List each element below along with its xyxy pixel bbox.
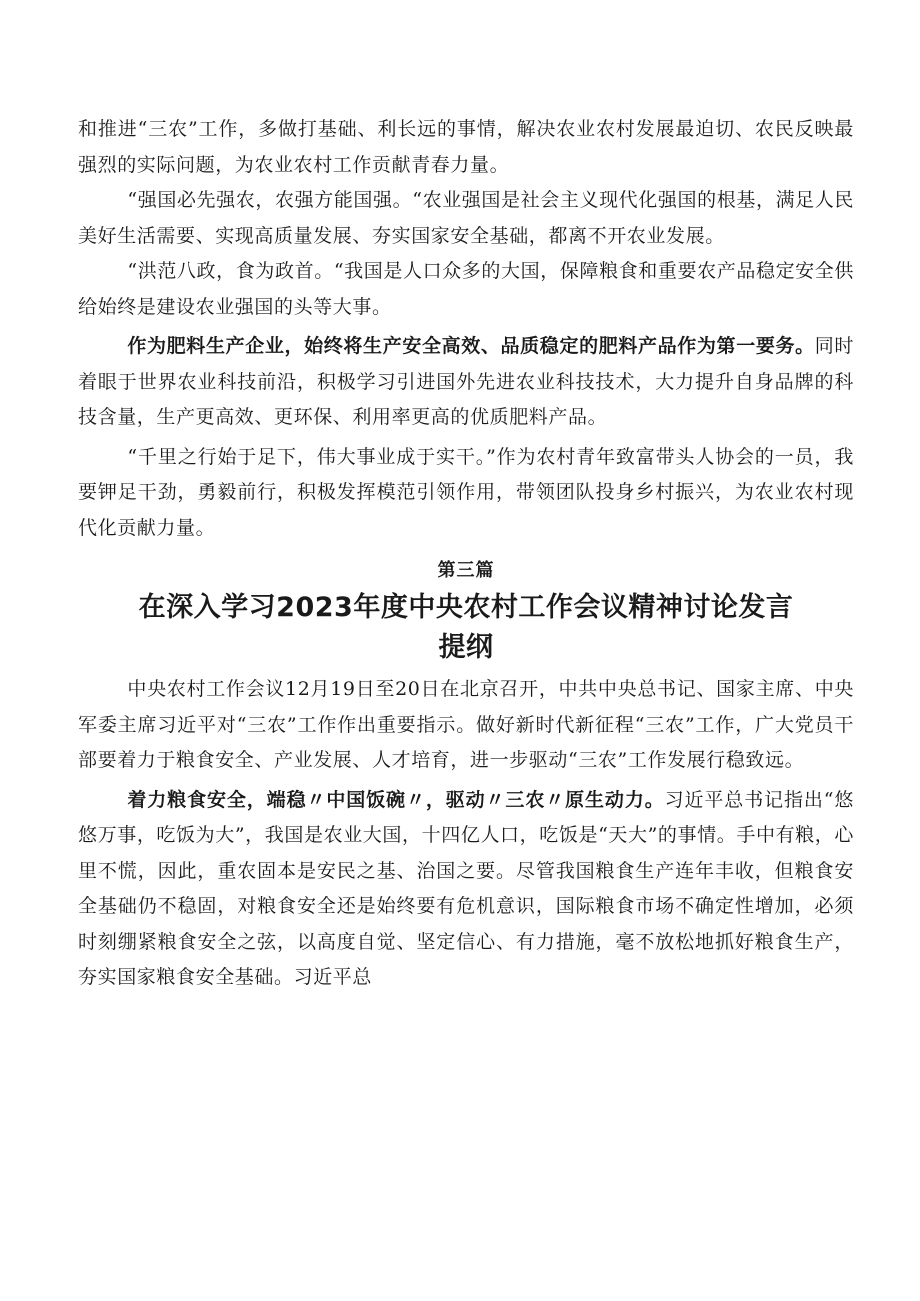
bold-lead-sentence: 着力粮食安全，端稳〃中国饭碗〃，驱动〃三农〃原生动力。 — [127, 788, 665, 811]
paragraph-quote-thousand-miles: “千里之行始于足下，伟大事业成于实干。”作为农村青年致富带头人协会的一员，我要钾足干劲，勇毅前行，积极发挥模范引领作用，带领团队投身乡村振兴，为农业农村现代化贡献力量。 — [78, 445, 854, 539]
title-line-1: 在深入学习2023年度中央农村工作会议精神讨论发言 — [138, 592, 794, 623]
document-title — [78, 588, 854, 668]
paragraph-quote-strong-nation: “强国必先强农，农强方能国强。“农业强国是社会主义现代化强国的根基，满足人民美好生活需要、实现高质量发展、夯实国家安全基础，都离不开农业发展。 — [78, 189, 854, 247]
title-line-2: 提纲 — [438, 632, 494, 663]
paragraph-continuation: 和推进“三农”工作，多做打基础、利长远的事情，解决农业农村发展最迫切、农民反映最强烈的实际问题，为农业农村工作贡献青春力量。 — [78, 118, 854, 176]
paragraph-body: 同时着眼于世界农业科技前沿，积极学习引进国外先进农业科技技术，大力提升自身品牌的科技含量，生产更高效、更环保、利用率更高的优质肥料产品。 — [78, 335, 854, 428]
document-page — [78, 112, 854, 996]
paragraph-quote-food-governance: “洪范八政，食为政首。“我国是人口众多的大国，保障粮食和重要农产品稳定安全供给始终是建设农业强国的头等大事。 — [78, 260, 854, 318]
paragraph-body: 习近平总书记指出“悠悠万事，吃饭为大”，我国是农业大国，十四亿人口，吃饭是“天大”的事情。手中有粮，心里不慌，因此，重农固本是安民之基、治国之要。尽管我国粮食生产连年丰收，但粮食安全基础仍不稳固，对粮食安全还是始终要有危机意识，国际粮食市场不确定性增加，必须时刻绷紧粮食安全之弦，以高度自觉、坚定信心、有力措施，毫不放松地抓好粮食生产，夯实国家粮食安全基础。习近平总 — [78, 788, 854, 988]
paragraph-meeting-intro: 中央农村工作会议12月19日至20日在北京召开，中共中央总书记、国家主席、中央军委主席习近平对“三农”工作作出重要指示。做好新时代新征程“三农”工作，广大党员干部要着力于粮食安全、产业发展、人才培育，进一步驱动“三农”工作发展行稳致远。 — [78, 678, 854, 771]
paragraph-food-security — [78, 783, 854, 996]
bold-lead-sentence: 作为肥料生产企业，始终将生产安全高效、品质稳定的肥料产品作为第一要务。 — [127, 335, 815, 357]
section-label: 第三篇 — [437, 560, 495, 581]
paragraph-fertilizer-enterprise — [78, 329, 854, 436]
